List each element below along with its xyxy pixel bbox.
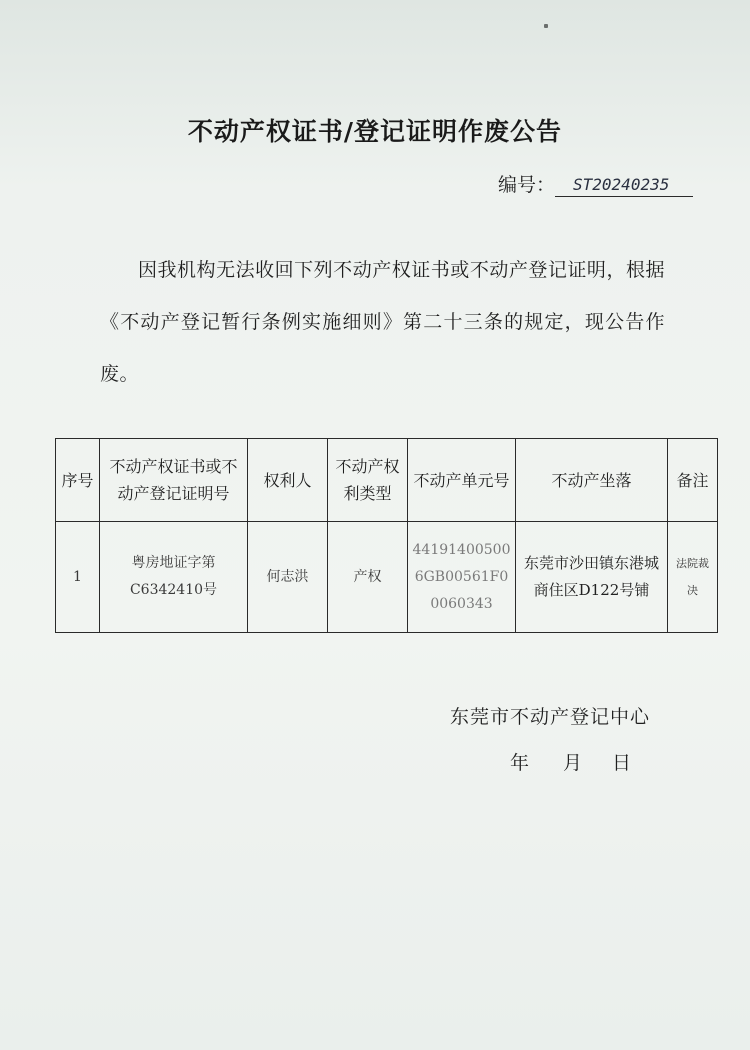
records-table [55,438,718,633]
cell-holder: 何志洪 [248,522,328,633]
table-row [56,522,718,633]
scan-mark [544,24,548,28]
number-label: 编号： [498,174,556,196]
cell-right-type: 产权 [328,522,408,633]
header-holder: 权利人 [248,439,328,522]
cell-remark: 法院裁决 [668,522,718,633]
document-number [498,170,693,196]
cell-seq: 1 [56,522,100,633]
date-month: 月 [563,752,583,774]
date-day: 日 [612,752,632,774]
date-line [510,748,631,775]
cell-cert: 粤房地证字第C6342410号 [100,522,248,633]
cell-unit: 441914005006GB00561F00060343 [408,522,516,633]
table-header-row [56,439,718,522]
header-location: 不动产坐落 [516,439,668,522]
date-year: 年 [510,752,530,774]
cell-location: 东莞市沙田镇东港城商住区D122号铺 [516,522,668,633]
header-cert: 不动产权证书或不动产登记证明号 [100,439,248,522]
header-seq: 序号 [56,439,100,522]
header-unit: 不动产单元号 [408,439,516,522]
issuing-agency: 东莞市不动产登记中心 [450,706,651,728]
number-value: ST20240235 [555,174,693,197]
header-right-type: 不动产权利类型 [328,439,408,522]
header-remark: 备注 [668,439,718,522]
announcement-body: 因我机构无法收回下列不动产权证书或不动产登记证明，根据《不动产登记暂行条例实施细则》第二十三条的规定，现公告作废。 [100,259,665,385]
document-title: 不动产权证书/登记证明作废公告 [187,117,563,146]
